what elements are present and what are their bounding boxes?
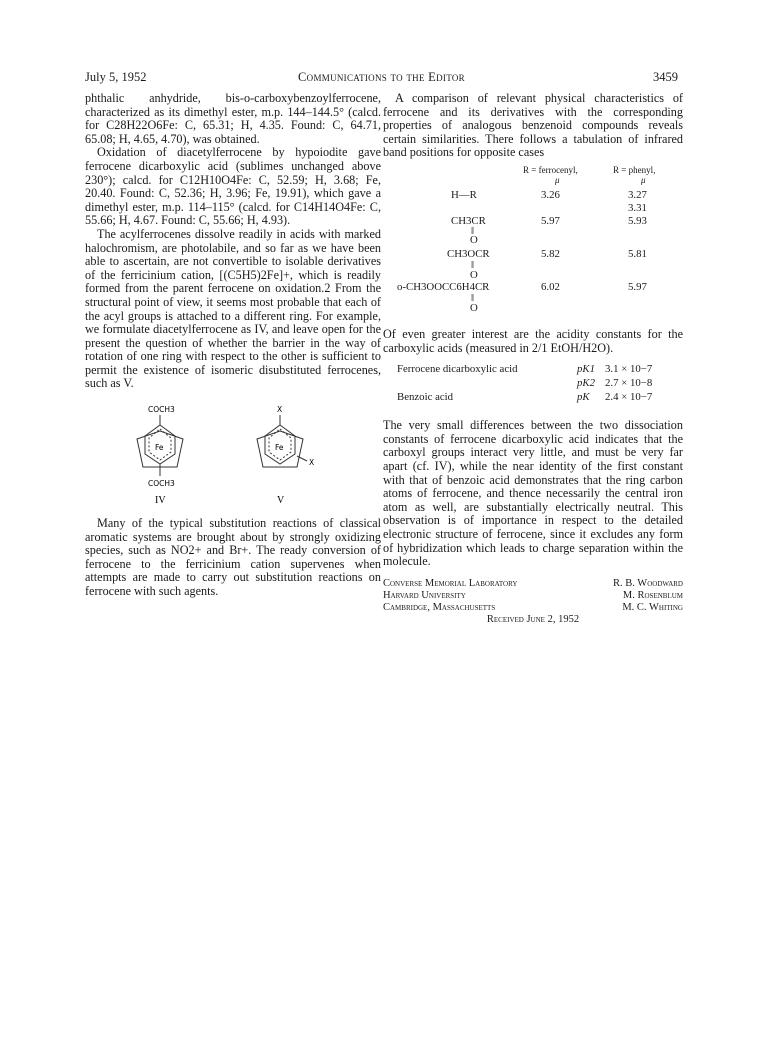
carbonyl-oxygen: O bbox=[470, 301, 478, 314]
ir-row-value: 5.81 bbox=[628, 247, 647, 260]
carbonyl-oxygen: O bbox=[470, 233, 478, 246]
ir-row-label: CH3CR bbox=[451, 214, 486, 227]
carbonyl-oxygen: O bbox=[470, 268, 478, 281]
infrared-table bbox=[383, 164, 683, 328]
left-column bbox=[85, 92, 381, 599]
affiliation-block bbox=[383, 577, 683, 625]
received-date: Received June 2, 1952 bbox=[486, 613, 580, 625]
acidity-table bbox=[383, 363, 683, 419]
pk-constant: pK2 bbox=[577, 377, 595, 390]
pk-value: 3.1 × 10−7 bbox=[605, 363, 653, 376]
iv-iron-label: Fe bbox=[155, 443, 164, 453]
paragraph-oxidation: Oxidation of diacetylferrocene by hypoiodite gave ferrocene dicarboxylic acid (sublimes unchanged above 230°); calcd. for C12H10O4Fe: C, 52.59; H, 3.68; Fe, 20.40. Found: C, 52.36; H, 3.96; Fe, 19.91), which gave a dimethyl ester, m.p. 114–115° (calcd. for C14H14O4Fe: C, 55.66; H, 4.67. Found: C, 55.66; H, 4.93). bbox=[85, 145, 381, 228]
ir-row-value: 3.26 bbox=[541, 188, 560, 201]
structures-figure bbox=[85, 401, 381, 539]
affiliation-lab: Converse Memorial Laboratory bbox=[383, 577, 518, 589]
author-name: M. Rosenblum bbox=[622, 589, 683, 601]
double-bond-mark: ‖ bbox=[471, 291, 475, 304]
pk-value: 2.7 × 10−8 bbox=[605, 377, 653, 390]
ir-unit-1: μ bbox=[555, 174, 560, 185]
affiliation-city: Cambridge, Massachusetts bbox=[383, 601, 496, 613]
iv-label: IV bbox=[155, 495, 166, 507]
ir-row-label: o-CH3OOCC6H4CR bbox=[397, 280, 490, 293]
iv-bottom-substituent: COCH3 bbox=[148, 479, 175, 489]
pk-value: 2.4 × 10−7 bbox=[605, 391, 653, 404]
ir-row-label: H—R bbox=[451, 188, 477, 201]
ir-row-value: 5.97 bbox=[628, 280, 647, 293]
ferrocene-structures-svg bbox=[85, 401, 381, 539]
ir-row-value: 5.93 bbox=[628, 214, 647, 227]
ir-row-value: 5.97 bbox=[541, 214, 560, 227]
pk-acid-name: Ferrocene dicarboxylic acid bbox=[397, 363, 518, 376]
ir-unit-2: μ bbox=[641, 174, 646, 185]
paragraph-acidity: Of even greater interest are the acidity constants for the carboxylic acids (measured in 2/1 EtOH/H2O). bbox=[383, 326, 683, 355]
ir-row-value: 3.27 bbox=[628, 188, 647, 201]
ir-row-value: 3.31 bbox=[628, 201, 647, 214]
header-page-number: 3459 bbox=[653, 70, 678, 84]
author-name: M. C. Whiting bbox=[622, 601, 683, 613]
ir-row-value: 6.02 bbox=[541, 280, 560, 293]
right-column bbox=[383, 92, 683, 625]
paragraph-substitution: Many of the typical substitution reactions of classical aromatic systems are brought about by strongly oxidizing species, such as NO2+ and Br+. The ready conversion of ferrocene to the ferricinium cation supervenes when attempts are made to carry out substitution reactions on ferrocene with such agents. bbox=[85, 516, 381, 599]
header-date: July 5, 1952 bbox=[85, 70, 147, 84]
header-journal: Communications to the Editor bbox=[298, 70, 465, 84]
v-label: V bbox=[277, 495, 285, 507]
author-name: R. B. Woodward bbox=[612, 577, 683, 589]
v-top-substituent: X bbox=[277, 405, 283, 415]
iv-top-substituent: COCH3 bbox=[148, 405, 175, 415]
pk-constant: pK bbox=[577, 391, 590, 404]
affiliation-university: Harvard University bbox=[383, 589, 466, 601]
paragraph-acylferrocenes: The acylferrocenes dissolve readily in acids with marked halochromism, are photolabile, and so far as we have been able to ascertain, are not convertible to isolable derivatives of the ferricinium cation, [(C5H5)2Fe]+, which is readily formed from the parent ferrocene on oxidation.2 From the structural point of view, it seems most probable that each of the acyl groups is attached to a different ring. For example, we formulate diacetylferrocene as IV, and leave open for the present the question of whether the barrier in the way of rotation of one ring with respect to the other is sufficient to permit the existence of isomeric disubstituted ferrocenes, such as V. bbox=[85, 226, 381, 391]
ir-col-phenyl: R = phenyl, bbox=[613, 164, 656, 175]
double-bond-mark: ‖ bbox=[471, 224, 475, 237]
ir-row-label: CH3OCR bbox=[447, 247, 490, 260]
ir-row-value: 5.82 bbox=[541, 247, 560, 260]
pk-acid-name: Benzoic acid bbox=[397, 391, 454, 404]
paragraph-dissociation: The very small differences between the two dissociation constants of ferrocene dicarboxylic acid indicates that the carboxyl groups interact very little, and must be very far apart (cf. IV), while the near identity of the first constant with that of benzoic acid demonstrates that the ring carbon atoms of ferrocene, and thence necessarily the central iron atom as well, are substantially electrically neutral. This observation is of importance in respect to the detailed electronic structure of ferrocene, since it excludes any form of hybridization which leads to charge separation within the molecule. bbox=[383, 418, 683, 569]
paragraph-ester: phthalic anhydride, bis-o-carboxybenzoylferrocene, characterized as its dimethyl ester, m.p. 144–144.5° (calcd. for C28H22O6Fe: C, 65.31; H, 4.35. Found: C, 64.71, 65.08; H, 4.65, 4.70), was obtained. bbox=[85, 91, 381, 146]
v-iron-label: Fe bbox=[275, 443, 284, 453]
paragraph-comparison: A comparison of relevant physical characteristics of ferrocene and its derivatives with the corresponding properties of analogous benzenoid compounds reveals certain similarities. There follows a tabulation of infrared band positions for opposite cases bbox=[383, 91, 683, 160]
double-bond-mark: ‖ bbox=[471, 258, 475, 271]
pk-constant: pK1 bbox=[577, 363, 595, 376]
ir-col-ferrocenyl: R = ferrocenyl, bbox=[523, 164, 578, 175]
v-side-substituent: X bbox=[309, 458, 315, 468]
